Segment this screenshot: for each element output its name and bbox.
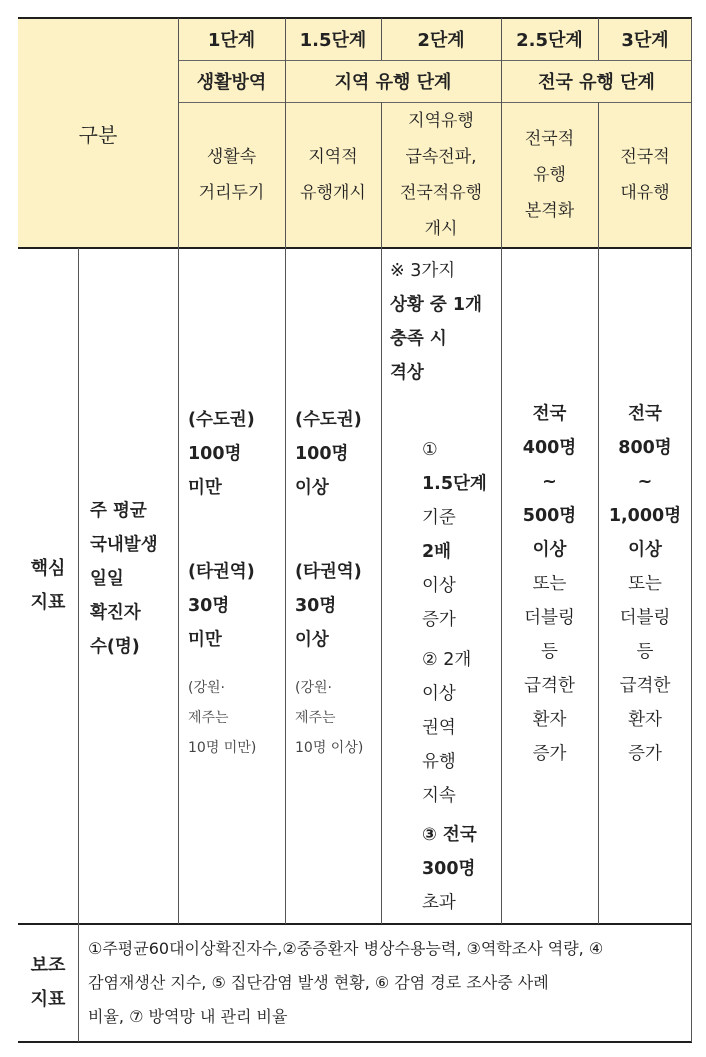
core-indicator-label: 핵심 지표 <box>30 558 66 613</box>
header-phase-daily: 생활방역 <box>178 60 285 102</box>
table-bottom-border <box>18 1041 692 1043</box>
core-level-1-5-note: (강원· 제주는 10명 이상) <box>295 680 364 756</box>
header-bottom-border <box>18 247 692 249</box>
header-level-1-5: 1.5단계 <box>285 18 381 60</box>
header-category-cell <box>18 18 178 248</box>
core-level-2-condition-2: ② 2개 이상 권역 유행 지속 <box>422 650 472 806</box>
header-category: 구분 <box>78 122 118 147</box>
row-divider <box>178 60 692 61</box>
col-divider <box>598 18 599 60</box>
header-desc-level-1-5: 지역적 유행개시 <box>285 102 381 248</box>
header-level-3: 3단계 <box>598 18 692 60</box>
col-divider <box>178 18 179 924</box>
col-divider <box>598 102 599 924</box>
header-level-2-5: 2.5단계 <box>501 18 598 60</box>
core-level-1-other: (타권역) 30명 미만 <box>188 562 255 650</box>
col-divider <box>78 248 79 1042</box>
header-desc-level-2: 지역유행 급속전파, 전국적유행 개시 <box>381 102 501 248</box>
col-divider <box>381 18 382 60</box>
header-desc-level-2-5: 전국적 유행 본격화 <box>501 102 598 248</box>
header-desc-level-3: 전국적 대유행 <box>598 102 692 248</box>
core-level-3-criteria: 전국 800명 ~ 1,000명 이상 또는 더블링 등 급격한 환자 증가 <box>608 404 682 764</box>
header-phase-national: 전국 유행 단계 <box>501 60 692 102</box>
aux-indicator-list: ①주평균60대이상확진자수,②중증환자 병상수용능력, ③역학조사 역량, ④ 감염재생산 지수, ⑤ 집단감염 발생 현황, ⑥ 감염 경로 조사중 사례 비율, ⑦ 방역망 내 관리 비율 <box>88 939 604 1026</box>
col-divider <box>285 18 286 924</box>
core-level-2-intro: ※ 3가지 상황 중 1개 충족 시 격상 <box>390 261 482 383</box>
table-top-border <box>18 17 692 19</box>
col-divider <box>381 102 382 924</box>
header-phase-regional: 지역 유행 단계 <box>285 60 501 102</box>
core-level-1-capital: (수도권) 100명 미만 <box>188 410 255 498</box>
core-level-1-5-other: (타권역) 30명 이상 <box>295 562 362 650</box>
header-desc-level-1: 생활속 거리두기 <box>178 102 285 248</box>
core-level-2-condition-1: ① 1.5단계 기준 2배 이상 증가 <box>422 440 487 630</box>
col-divider <box>501 18 502 924</box>
table-right-border <box>691 18 692 1042</box>
header-level-2: 2단계 <box>381 18 501 60</box>
core-level-2-condition-3: ③ 전국 300명 초과 <box>422 825 477 913</box>
core-level-1-note: (강원· 제주는 10명 미만) <box>188 680 257 756</box>
row-divider <box>178 102 692 103</box>
core-metric: 주 평균 국내발생 일일 확진자 수(명) <box>90 501 158 657</box>
header-level-1: 1단계 <box>178 18 285 60</box>
core-bottom-border <box>18 923 692 925</box>
aux-indicator-label: 보조 지표 <box>30 955 66 1010</box>
core-level-1-5-capital: (수도권) 100명 이상 <box>295 410 362 498</box>
core-level-2-5-criteria: 전국 400명 ~ 500명 이상 또는 더블링 등 급격한 환자 증가 <box>522 404 577 764</box>
